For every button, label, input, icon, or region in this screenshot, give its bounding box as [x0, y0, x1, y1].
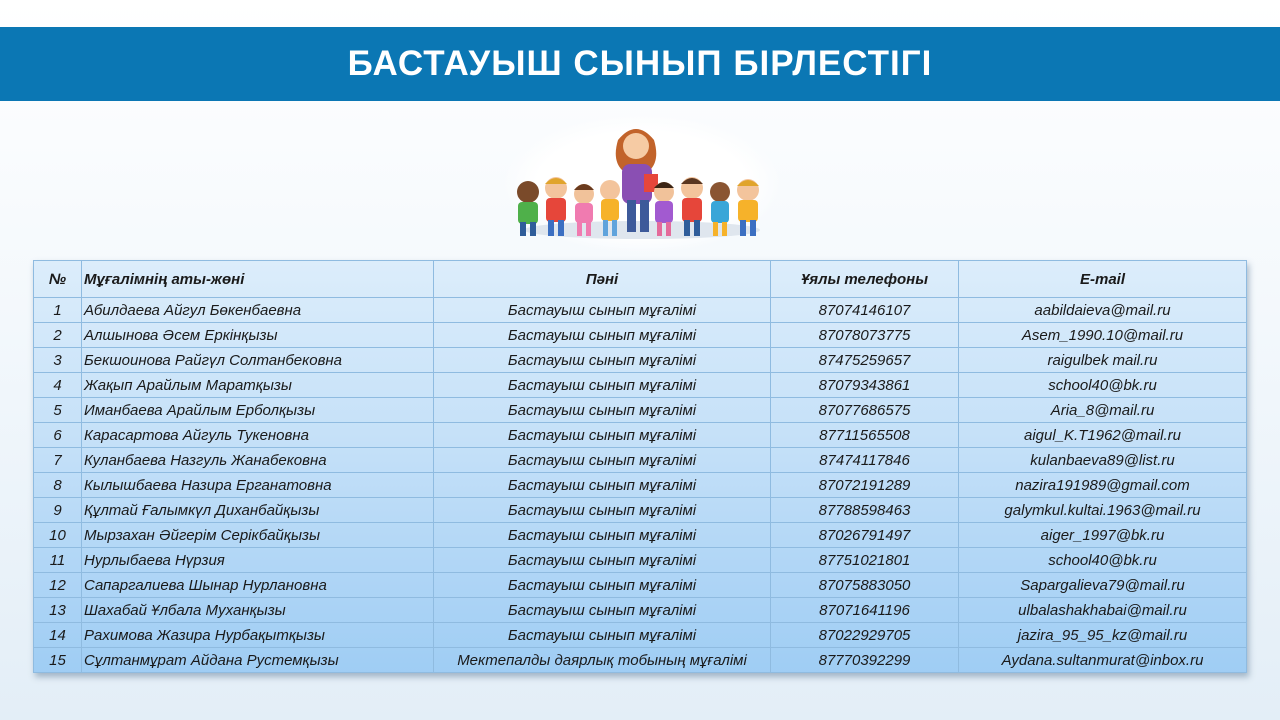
cell-teacher-name: Мырзахан Әйгерім Серікбайқызы: [82, 523, 434, 548]
cell-number: 9: [34, 498, 82, 523]
cell-number: 8: [34, 473, 82, 498]
cell-subject: Мектепалды даярлық тобының мұғалімі: [434, 648, 771, 673]
cell-number: 5: [34, 398, 82, 423]
cell-subject: Бастауыш сынып мұғалімі: [434, 473, 771, 498]
cell-phone: 87474117846: [771, 448, 959, 473]
table-header-row: [34, 261, 1247, 298]
cell-number: 13: [34, 598, 82, 623]
cell-teacher-name: Иманбаева Арайлым Ерболқызы: [82, 398, 434, 423]
cell-teacher-name: Куланбаева Назгуль Жанабековна: [82, 448, 434, 473]
cell-email: Aydana.sultanmurat@inbox.ru: [959, 648, 1247, 673]
table-row: [34, 373, 1247, 398]
cell-email: school40@bk.ru: [959, 373, 1247, 398]
header-teacher-name: Мұғалімнің аты-жөні: [82, 261, 434, 298]
cell-phone: 87078073775: [771, 323, 959, 348]
cell-teacher-name: Шахабай Ұлбала Муханқызы: [82, 598, 434, 623]
cell-subject: Бастауыш сынып мұғалімі: [434, 423, 771, 448]
table-row: [34, 398, 1247, 423]
cell-number: 7: [34, 448, 82, 473]
cell-teacher-name: Сұлтанмұрат Айдана Рустемқызы: [82, 648, 434, 673]
cell-teacher-name: Карасартова Айгуль Тукеновна: [82, 423, 434, 448]
cell-subject: Бастауыш сынып мұғалімі: [434, 598, 771, 623]
header-number: №: [34, 261, 82, 298]
cell-email: ulbalashakhabai@mail.ru: [959, 598, 1247, 623]
header-subject: Пәні: [434, 261, 771, 298]
table-row: [34, 598, 1247, 623]
table-row: [34, 348, 1247, 373]
table-row: [34, 523, 1247, 548]
cell-subject: Бастауыш сынып мұғалімі: [434, 548, 771, 573]
cell-email: aigul_K.T1962@mail.ru: [959, 423, 1247, 448]
cell-email: school40@bk.ru: [959, 548, 1247, 573]
cell-phone: 87079343861: [771, 373, 959, 398]
table-row: [34, 298, 1247, 323]
cell-phone: 87026791497: [771, 523, 959, 548]
cell-email: Sapargalieva79@mail.ru: [959, 573, 1247, 598]
cell-teacher-name: Бекшоинова Райгүл Солтанбековна: [82, 348, 434, 373]
table-row: [34, 573, 1247, 598]
cell-teacher-name: Нурлыбаева Нүрзия: [82, 548, 434, 573]
cell-number: 14: [34, 623, 82, 648]
cell-number: 11: [34, 548, 82, 573]
header-phone: Ұялы телефоны: [771, 261, 959, 298]
table-row: [34, 448, 1247, 473]
cell-phone: 87075883050: [771, 573, 959, 598]
cell-teacher-name: Жақып Арайлым Маратқызы: [82, 373, 434, 398]
table-row: [34, 473, 1247, 498]
cell-phone: 87770392299: [771, 648, 959, 673]
cell-email: raigulbek mail.ru: [959, 348, 1247, 373]
cell-email: kulanbaeva89@list.ru: [959, 448, 1247, 473]
cell-number: 12: [34, 573, 82, 598]
cell-number: 1: [34, 298, 82, 323]
cell-subject: Бастауыш сынып мұғалімі: [434, 448, 771, 473]
cell-subject: Бастауыш сынып мұғалімі: [434, 523, 771, 548]
cell-email: nazira191989@gmail.com: [959, 473, 1247, 498]
cell-number: 3: [34, 348, 82, 373]
cell-phone: 87072191289: [771, 473, 959, 498]
cell-number: 4: [34, 373, 82, 398]
cell-email: jazira_95_95_kz@mail.ru: [959, 623, 1247, 648]
cell-subject: Бастауыш сынып мұғалімі: [434, 348, 771, 373]
cell-email: aabildaieva@mail.ru: [959, 298, 1247, 323]
teacher-with-children-illustration: [500, 112, 785, 257]
cell-email: galymkul.kultai.1963@mail.ru: [959, 498, 1247, 523]
cell-teacher-name: Кылышбаева Назира Ерганатовна: [82, 473, 434, 498]
cell-subject: Бастауыш сынып мұғалімі: [434, 623, 771, 648]
cell-phone: 87022929705: [771, 623, 959, 648]
cell-phone: 87071641196: [771, 598, 959, 623]
cell-number: 15: [34, 648, 82, 673]
cell-teacher-name: Сапаргалиева Шынар Нурлановна: [82, 573, 434, 598]
cell-subject: Бастауыш сынып мұғалімі: [434, 573, 771, 598]
cell-email: Asem_1990.10@mail.ru: [959, 323, 1247, 348]
header-email: E-mail: [959, 261, 1247, 298]
table-row: [34, 498, 1247, 523]
cell-phone: 87751021801: [771, 548, 959, 573]
cell-subject: Бастауыш сынып мұғалімі: [434, 498, 771, 523]
table-row: [34, 423, 1247, 448]
cell-number: 2: [34, 323, 82, 348]
cell-subject: Бастауыш сынып мұғалімі: [434, 298, 771, 323]
cell-email: aiger_1997@bk.ru: [959, 523, 1247, 548]
cell-teacher-name: Құлтай Ғалымкүл Диханбайқызы: [82, 498, 434, 523]
cell-teacher-name: Абилдаева Айгул Бөкенбаевна: [82, 298, 434, 323]
table-row: [34, 623, 1247, 648]
teachers-table-wrap: [33, 260, 1247, 673]
title-bar: [0, 27, 1280, 101]
cell-subject: Бастауыш сынып мұғалімі: [434, 398, 771, 423]
cell-phone: 87074146107: [771, 298, 959, 323]
cell-phone: 87711565508: [771, 423, 959, 448]
cell-teacher-name: Рахимова Жазира Нурбақытқызы: [82, 623, 434, 648]
cell-phone: 87788598463: [771, 498, 959, 523]
cell-phone: 87475259657: [771, 348, 959, 373]
table-row: [34, 648, 1247, 673]
cell-subject: Бастауыш сынып мұғалімі: [434, 373, 771, 398]
table-row: [34, 323, 1247, 348]
teachers-table: [33, 260, 1247, 673]
cell-number: 10: [34, 523, 82, 548]
cell-number: 6: [34, 423, 82, 448]
cell-email: Aria_8@mail.ru: [959, 398, 1247, 423]
cell-subject: Бастауыш сынып мұғалімі: [434, 323, 771, 348]
table-row: [34, 548, 1247, 573]
cell-teacher-name: Алшынова Әсем Еркінқызы: [82, 323, 434, 348]
page-title: БАСТАУЫШ СЫНЫП БІРЛЕСТІГІ: [347, 44, 933, 83]
cell-phone: 87077686575: [771, 398, 959, 423]
